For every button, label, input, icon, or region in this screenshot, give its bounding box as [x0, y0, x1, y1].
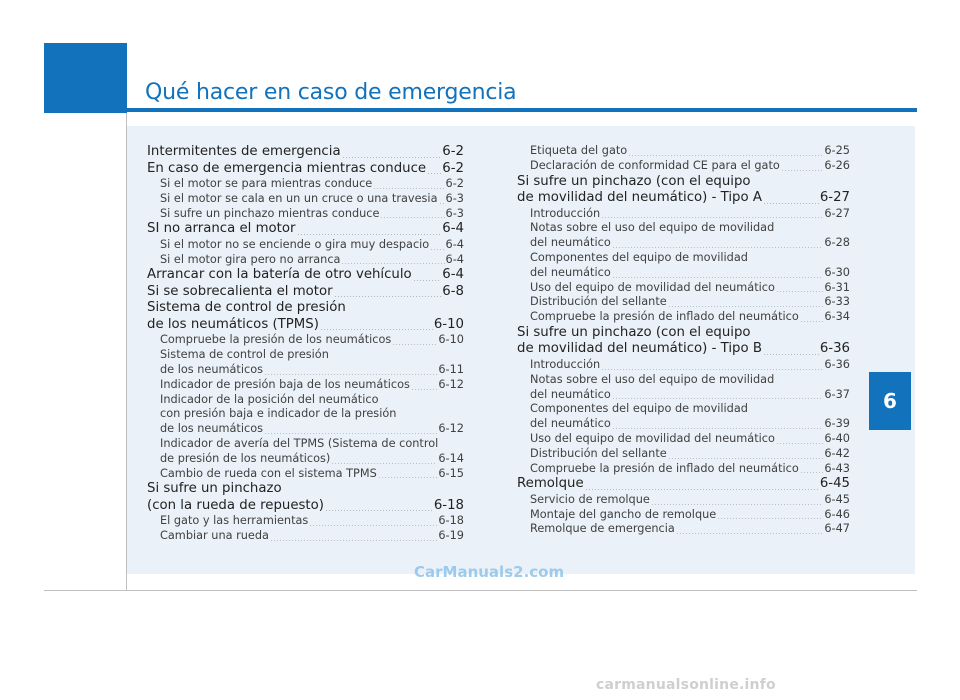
toc-entry-label: Intermitentes de emergencia: [147, 144, 341, 159]
toc-entry: [147, 267, 464, 284]
toc-entry: [147, 467, 464, 482]
toc-entry: [147, 422, 464, 437]
toc-entry-page: 6-3: [445, 206, 464, 220]
toc-entry-label: Compruebe la presión de inflado del neumático: [530, 310, 799, 324]
toc-entry: [517, 402, 850, 417]
toc-entry: [517, 295, 850, 310]
toc-entry-label: Notas sobre el uso del equipo de movilidad: [530, 221, 775, 235]
toc-entry-label: Compruebe la presión de los neumáticos: [160, 333, 392, 347]
toc-entry-label: Indicador de avería del TPMS (Sistema de control: [160, 437, 439, 451]
toc-entry: [517, 493, 850, 508]
toc-entry-label: Distribución del sellante: [530, 295, 667, 309]
toc-entry: [147, 393, 464, 408]
toc-entry: [147, 161, 464, 178]
toc-entry-page: 6-10: [438, 333, 464, 347]
toc-entry-page: 6-46: [824, 507, 850, 521]
toc-entry-label: En caso de emergencia mientras conduce: [147, 160, 427, 176]
toc-entry: [517, 310, 850, 325]
toc-entry-page: 6-28: [824, 236, 850, 250]
toc-dot-leader: [763, 203, 819, 207]
toc-entry: [517, 432, 850, 447]
toc-dot-leader: [776, 291, 823, 295]
toc-entry-page: 6-4: [445, 252, 464, 266]
toc-entry: [517, 462, 850, 477]
toc-entry-label: Compruebe la presión de inflado del neumático: [530, 461, 799, 475]
toc-entry-page: 6-12: [438, 422, 464, 436]
toc-entry: [147, 221, 464, 238]
toc-entry: [517, 144, 850, 159]
toc-dot-leader: [411, 389, 437, 393]
toc-entry: [147, 284, 464, 301]
toc-dot-leader: [800, 321, 824, 325]
toc-entry-label: de movilidad del neumático) - Tipo B: [517, 341, 762, 357]
toc-entry-page: 6-40: [824, 431, 850, 445]
header-color-block: [44, 43, 127, 113]
toc-dot-leader: [676, 533, 824, 537]
toc-entry: [517, 236, 850, 251]
toc-dot-leader: [325, 510, 433, 514]
toc-entry-page: 6-3: [445, 191, 464, 205]
toc-entry-label: Indicador de presión baja de los neumáticos: [160, 377, 410, 391]
toc-entry-page: 6-11: [438, 363, 464, 377]
toc-dot-leader: [427, 173, 441, 177]
toc-entry-label: de presión de los neumáticos): [160, 451, 331, 465]
toc-entry: [147, 498, 464, 515]
toc-entry-label: Si el motor gira pero no arranca: [160, 252, 341, 266]
toc-entry-label: del neumático: [530, 387, 611, 401]
toc-column-left: [147, 144, 464, 544]
toc-entry-label: de los neumáticos (TPMS): [147, 316, 319, 332]
toc-entry-label: Si se sobrecalienta el motor: [147, 283, 333, 299]
toc-entry-label: SI no arranca el motor: [147, 221, 296, 237]
toc-entry-page: 6-42: [824, 446, 850, 460]
toc-entry-label: El gato y las herramientas: [160, 514, 309, 528]
toc-entry-label: Si sufre un pinchazo (con el equipo: [517, 173, 751, 189]
toc-entry-label: Remolque de emergencia: [530, 522, 675, 536]
toc-dot-leader: [717, 518, 823, 522]
toc-dot-leader: [430, 249, 444, 253]
toc-entry-page: 6-39: [824, 417, 850, 431]
toc-entry-page: 6-2: [442, 160, 464, 176]
toc-entry: [517, 325, 850, 342]
toc-dot-leader: [270, 540, 437, 544]
toc-entry-page: 6-19: [438, 529, 464, 543]
toc-entry-page: 6-4: [442, 267, 464, 283]
toc-entry: [147, 452, 464, 467]
toc-dot-leader: [334, 296, 442, 300]
toc-dot-leader: [776, 443, 823, 447]
toc-dot-leader: [439, 203, 445, 207]
toc-entry: [147, 363, 464, 378]
toc-dot-leader: [392, 344, 437, 348]
toc-entry-page: 6-36: [824, 357, 850, 371]
toc-entry: [147, 177, 464, 192]
toc-entry-label: Uso del equipo de movilidad del neumático: [530, 431, 775, 445]
toc-entry-label: Declaración de conformidad CE para el gato: [530, 158, 780, 172]
toc-dot-leader: [309, 525, 437, 529]
toc-entry: [147, 300, 464, 317]
toc-entry-label: Componentes del equipo de movilidad: [530, 402, 748, 416]
toc-entry-page: 6-47: [824, 522, 850, 536]
toc-entry-label: Indicador de la posición del neumático: [160, 392, 379, 406]
toc-entry-page: 6-30: [824, 265, 850, 279]
toc-entry-label: Sistema de control de presión: [147, 300, 346, 316]
toc-entry-page: 6-4: [442, 221, 464, 237]
toc-entry: [517, 447, 850, 462]
toc-entry-label: Si el motor no se enciende o gira muy despacio: [160, 237, 430, 251]
toc-entry-label: Si sufre un pinchazo: [147, 481, 282, 497]
toc-entry-label: Si el motor se para mientras conduce: [160, 177, 373, 190]
toc-dot-leader: [413, 280, 442, 284]
toc-entry: [147, 144, 464, 161]
toc-entry: [517, 373, 850, 388]
toc-entry-label: Componentes del equipo de movilidad: [530, 250, 748, 264]
toc-entry: [517, 281, 850, 296]
toc-entry-label: Etiqueta del gato: [530, 144, 628, 157]
toc-entry-label: Introducción: [530, 357, 601, 371]
toc-dot-leader: [781, 170, 824, 174]
toc-entry-page: 6-34: [824, 310, 850, 324]
toc-entry: [147, 378, 464, 393]
toc-entry: [147, 317, 464, 334]
toc-entry: [517, 388, 850, 403]
toc-entry: [517, 207, 850, 222]
toc-entry: [147, 207, 464, 222]
toc-entry-page: 6-10: [433, 316, 464, 332]
toc-entry-label: de movilidad del neumático) - Tipo A: [517, 190, 762, 206]
toc-entry-label: con presión baja e indicador de la presión: [160, 407, 397, 421]
toc-entry-label: Servicio de remolque: [530, 492, 650, 506]
watermark-carmanuals2: CarManuals2.com: [414, 563, 565, 581]
toc-entry-page: 6-14: [438, 451, 464, 465]
title-underline: [127, 108, 917, 112]
toc-entry-label: Montaje del gancho de remolque: [530, 507, 717, 521]
toc-entry: [147, 348, 464, 363]
toc-entry-label: Cambiar una rueda: [160, 529, 269, 543]
toc-entry-page: 6-36: [819, 341, 850, 357]
toc-entry-page: 6-18: [433, 497, 464, 513]
toc-entry: [147, 529, 464, 544]
toc-entry-page: 6-43: [824, 461, 850, 475]
toc-entry: [147, 192, 464, 207]
toc-entry-label: Distribución del sellante: [530, 446, 667, 460]
toc-entry-label: Introducción: [530, 206, 601, 220]
toc-entry-page: 6-25: [824, 144, 850, 157]
toc-dot-leader: [763, 354, 819, 358]
toc-dot-leader: [380, 217, 444, 221]
toc-entry-label: Arrancar con la batería de otro vehículo: [147, 267, 412, 283]
toc-entry-page: 6-33: [824, 295, 850, 309]
toc-entry: [517, 358, 850, 373]
toc-entry-label: del neumático: [530, 417, 611, 431]
toc-entry: [147, 514, 464, 529]
toc-entry-label: del neumático: [530, 265, 611, 279]
toc-entry: [147, 437, 464, 452]
toc-entry-page: 6-4: [445, 237, 464, 251]
watermark-carmanualsonline: carmanualsonline.info: [596, 677, 776, 693]
toc-entry: [147, 481, 464, 498]
toc-entry-page: 6-45: [824, 492, 850, 506]
toc-entry-label: del neumático: [530, 236, 611, 250]
toc-entry: [517, 417, 850, 432]
bottom-rule: [44, 590, 917, 591]
toc-entry-page: 6-2: [442, 144, 464, 159]
toc-entry: [147, 407, 464, 422]
toc-entry: [147, 238, 464, 253]
toc-dot-leader: [378, 477, 438, 481]
toc-entry-page: 6-31: [824, 280, 850, 294]
toc-entry: [517, 251, 850, 266]
toc-entry: [517, 266, 850, 281]
toc-entry-label: Cambio de rueda con el sistema TPMS: [160, 466, 377, 480]
toc-entry-page: 6-18: [438, 514, 464, 528]
toc-entry-page: 6-45: [819, 476, 850, 492]
chapter-tab: 6: [869, 372, 911, 430]
toc-entry-label: Sistema de control de presión: [160, 348, 329, 362]
toc-entry-page: 6-8: [442, 283, 464, 299]
toc-entry-label: Si sufre un pinchazo mientras conduce: [160, 206, 380, 220]
toc-entry-page: 6-27: [824, 206, 850, 220]
toc-entry: [517, 221, 850, 236]
toc-entry-page: 6-12: [438, 377, 464, 391]
toc-entry-label: de los neumáticos: [160, 422, 264, 436]
toc-entry-page: 6-27: [819, 190, 850, 206]
toc-entry: [517, 508, 850, 523]
page-title: Qué hacer en caso de emergencia: [145, 80, 517, 105]
toc-entry: [517, 190, 850, 207]
toc-entry: [517, 174, 850, 191]
toc-entry: [517, 159, 850, 174]
toc-entry-label: Si sufre un pinchazo (con el equipo: [517, 324, 751, 340]
toc-entry-label: Si el motor se cala en un un cruce o una travesia: [160, 191, 438, 205]
toc-entry-label: Notas sobre el uso del equipo de movilidad: [530, 372, 775, 386]
toc-entry: [147, 253, 464, 268]
toc-entry-page: 6-2: [445, 177, 464, 190]
toc-entry-label: Uso del equipo de movilidad del neumático: [530, 280, 775, 294]
toc-entry: [517, 522, 850, 537]
toc-entry-page: 6-37: [824, 387, 850, 401]
toc-entry: [517, 476, 850, 493]
toc-entry: [517, 341, 850, 358]
toc-entry-label: (con la rueda de repuesto): [147, 497, 324, 513]
toc-entry-label: de los neumáticos: [160, 363, 264, 377]
toc-column-right: [517, 144, 850, 537]
toc-entry-page: 6-26: [824, 158, 850, 172]
toc-entry-label: Remolque: [517, 476, 584, 492]
toc-entry: [147, 333, 464, 348]
toc-entry-page: 6-15: [438, 466, 464, 480]
